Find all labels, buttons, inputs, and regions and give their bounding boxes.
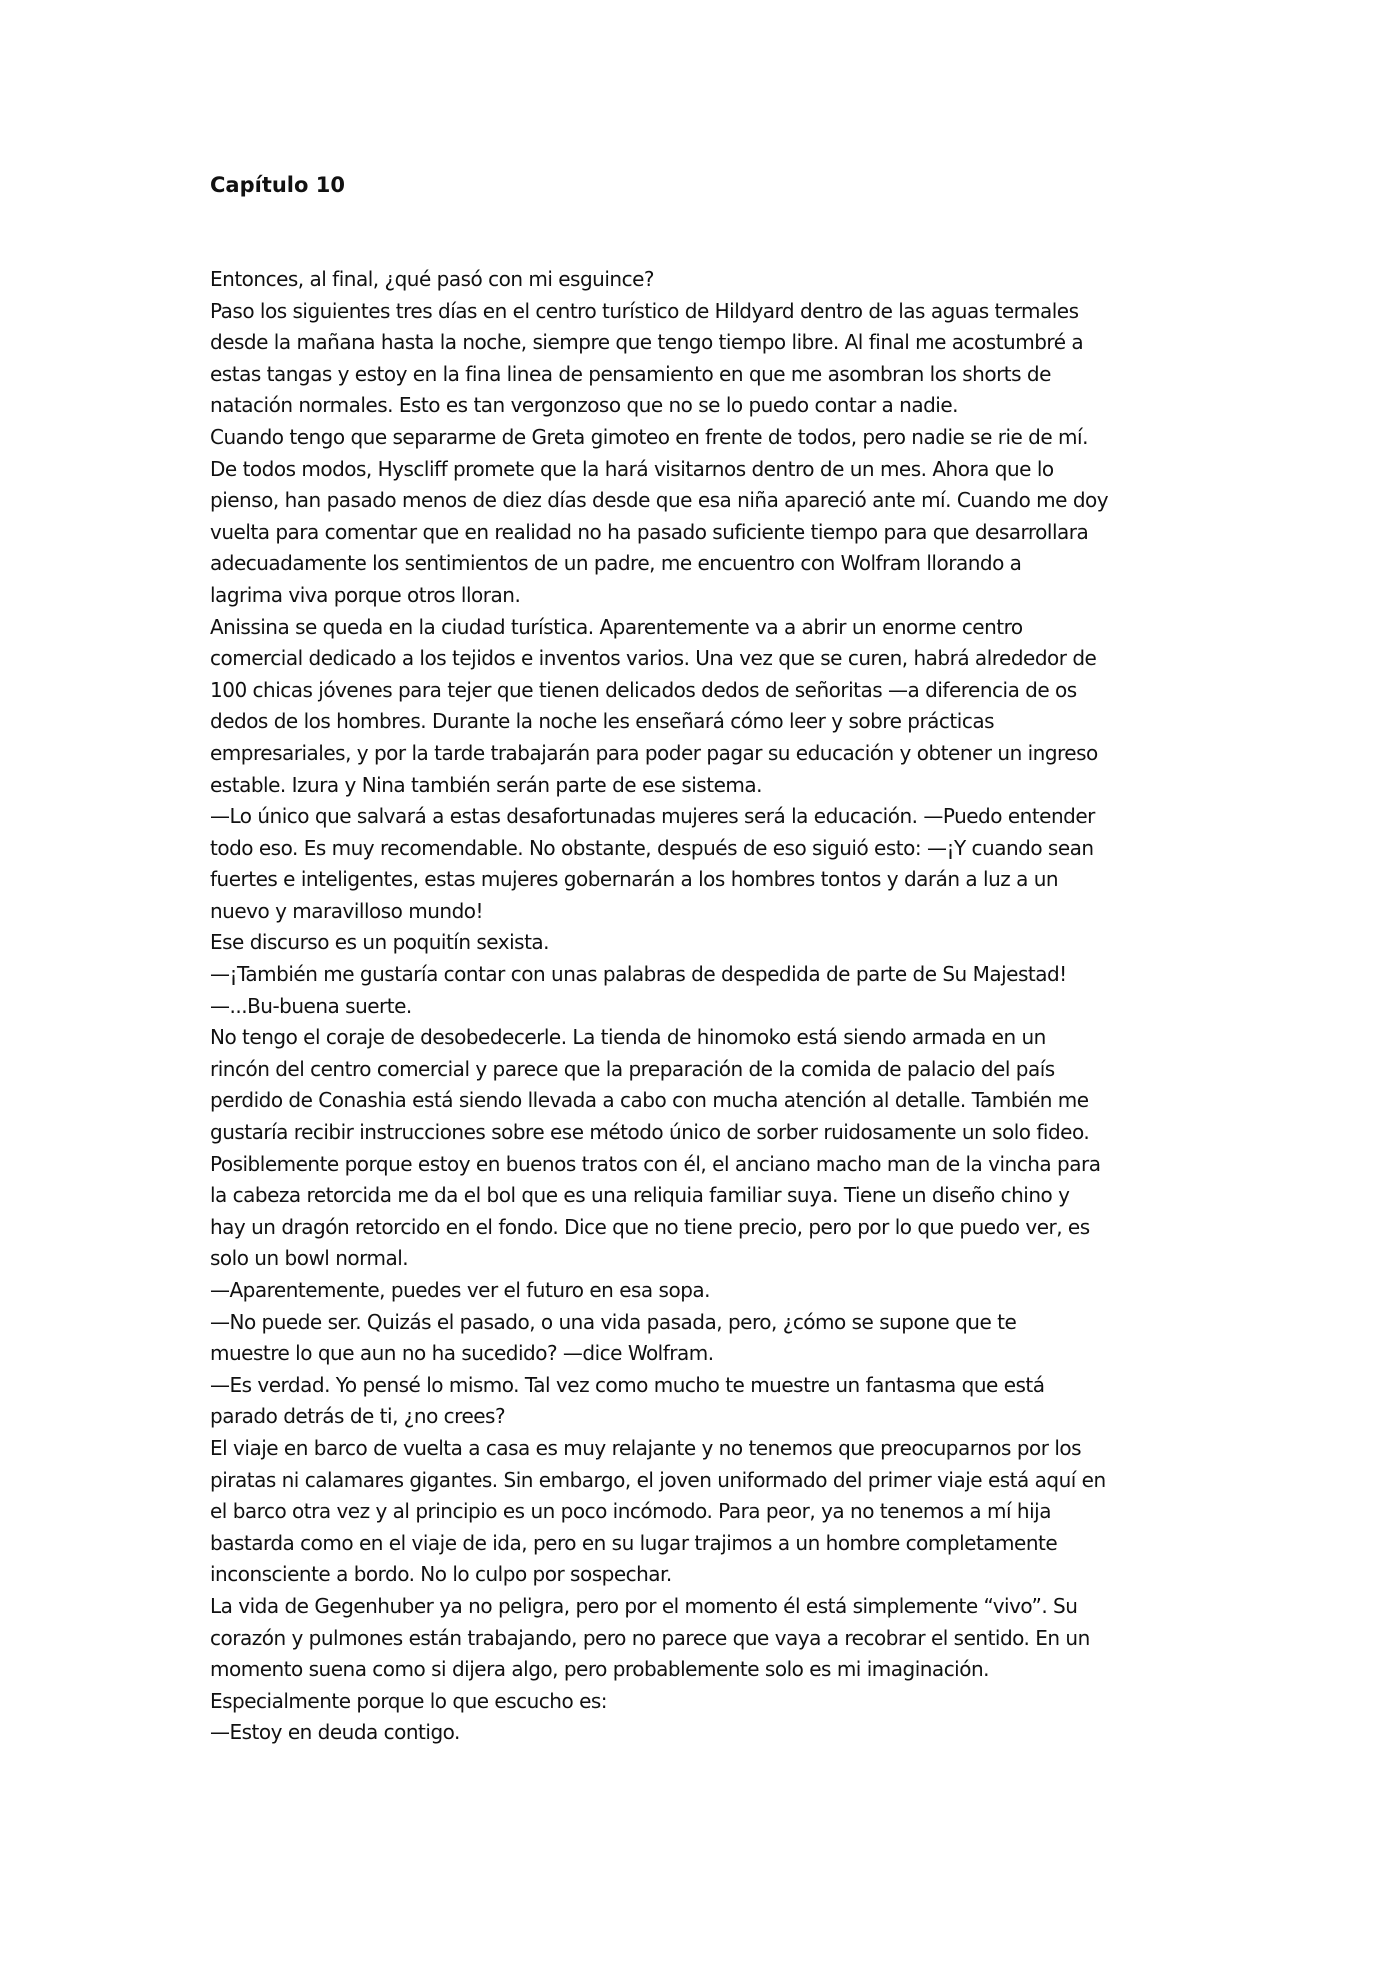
text-line: No tengo el coraje de desobedecerle. La tienda de hinomoko está siendo armada en un: [210, 1025, 1046, 1050]
text-line: 100 chicas jóvenes para tejer que tienen delicados dedos de señoritas —a diferencia de os: [210, 677, 1077, 702]
text-line: momento suena como si dijera algo, pero probablemente solo es mi imaginación.: [210, 1657, 990, 1682]
text-line: parado detrás de ti, ¿no crees?: [210, 1404, 506, 1429]
text-line: El viaje en barco de vuelta a casa es muy relajante y no tenemos que preocuparnos por los: [210, 1435, 1082, 1460]
text-line: comercial dedicado a los tejidos e inventos varios. Una vez que se curen, habrá alrededor de: [210, 646, 1097, 671]
text-line: La vida de Gegenhuber ya no peligra, pero por el momento él está simplemente “vivo”. Su: [210, 1593, 1078, 1618]
text-line: perdido de Conashia está siendo llevada a cabo con mucha atención al detalle. También me: [210, 1088, 1089, 1113]
text-line: gustaría recibir instrucciones sobre ese método único de sorber ruidosamente un solo fideo.: [210, 1120, 1090, 1145]
chapter-body-text: [210, 264, 1200, 1749]
text-line: rincón del centro comercial y parece que la preparación de la comida de palacio del país: [210, 1056, 1055, 1081]
text-line: —Lo único que salvará a estas desafortunadas mujeres será la educación. —Puedo entender: [210, 804, 1095, 829]
text-line: pienso, han pasado menos de diez días desde que esa niña apareció ante mí. Cuando me doy: [210, 488, 1109, 513]
text-line: Paso los siguientes tres días en el centro turístico de Hildyard dentro de las aguas termales: [210, 298, 1079, 323]
text-line: Anissina se queda en la ciudad turística. Aparentemente va a abrir un enorme centro: [210, 614, 1023, 639]
text-line: fuertes e inteligentes, estas mujeres gobernarán a los hombres tontos y darán a luz a un: [210, 867, 1059, 892]
chapter-title: Capítulo 10: [210, 173, 345, 197]
text-line: bastarda como en el viaje de ida, pero en su lugar trajimos a un hombre completamente: [210, 1530, 1058, 1555]
text-line: el barco otra vez y al principio es un poco incómodo. Para peor, ya no tenemos a mí hija: [210, 1499, 1051, 1524]
text-line: —¡También me gustaría contar con unas palabras de despedida de parte de Su Majestad!: [210, 962, 1067, 987]
text-line: vuelta para comentar que en realidad no ha pasado suficiente tiempo para que desarrollara: [210, 519, 1089, 544]
text-line: Posiblemente porque estoy en buenos tratos con él, el anciano macho man de la vincha para: [210, 1151, 1101, 1176]
text-line: —...Bu-buena suerte.: [210, 993, 412, 1018]
text-line: estas tangas y estoy en la fina linea de pensamiento en que me asombran los shorts de: [210, 361, 1051, 386]
text-line: —No puede ser. Quizás el pasado, o una vida pasada, pero, ¿cómo se supone que te: [210, 1309, 1017, 1334]
text-line: natación normales. Esto es tan vergonzoso que no se lo puedo contar a nadie.: [210, 393, 958, 418]
text-line: empresariales, y por la tarde trabajarán para poder pagar su educación y obtener un ingreso: [210, 740, 1098, 765]
text-line: Ese discurso es un poquitín sexista.: [210, 930, 550, 955]
text-line: estable. Izura y Nina también serán parte de ese sistema.: [210, 772, 762, 797]
text-line: hay un dragón retorcido en el fondo. Dice que no tiene precio, pero por lo que puedo ver, es: [210, 1214, 1090, 1239]
text-line: —Aparentemente, puedes ver el futuro en esa sopa.: [210, 1278, 711, 1302]
text-line: lagrima viva porque otros lloran.: [210, 582, 521, 607]
text-line: todo eso. Es muy recomendable. No obstante, después de eso siguió esto: —¡Y cuando sean: [210, 835, 1094, 860]
text-line: De todos modos, Hyscliff promete que la hará visitarnos dentro de un mes. Ahora que lo: [210, 456, 1054, 481]
text-line: Especialmente porque lo que escucho es:: [210, 1688, 608, 1713]
text-line: muestre lo que aun no ha sucedido? —dice Wolfram.: [210, 1341, 714, 1366]
text-line: desde la mañana hasta la noche, siempre que tengo tiempo libre. Al final me acostumbré a: [210, 330, 1084, 355]
text-line: corazón y pulmones están trabajando, pero no parece que vaya a recobrar el sentido. En un: [210, 1625, 1090, 1650]
text-line: piratas ni calamares gigantes. Sin embargo, el joven uniformado del primer viaje está aquí en: [210, 1467, 1106, 1492]
text-line: dedos de los hombres. Durante la noche les enseñará cómo leer y sobre prácticas: [210, 709, 994, 734]
text-line: nuevo y maravilloso mundo!: [210, 898, 484, 923]
text-line: —Es verdad. Yo pensé lo mismo. Tal vez como mucho te muestre un fantasma que está: [210, 1372, 1045, 1397]
text-line: solo un bowl normal.: [210, 1246, 409, 1271]
text-line: —Estoy en deuda contigo.: [210, 1720, 460, 1745]
text-line: Cuando tengo que separarme de Greta gimoteo en frente de todos, pero nadie se rie de mí.: [210, 424, 1088, 449]
text-line: inconsciente a bordo. No lo culpo por sospechar.: [210, 1562, 672, 1587]
text-line: la cabeza retorcida me da el bol que es una reliquia familiar suya. Tiene un diseño chino y: [210, 1183, 1070, 1208]
text-line: Entonces, al final, ¿qué pasó con mi esguince?: [210, 267, 654, 291]
text-line: adecuadamente los sentimientos de un padre, me encuentro con Wolfram llorando a: [210, 551, 1022, 576]
